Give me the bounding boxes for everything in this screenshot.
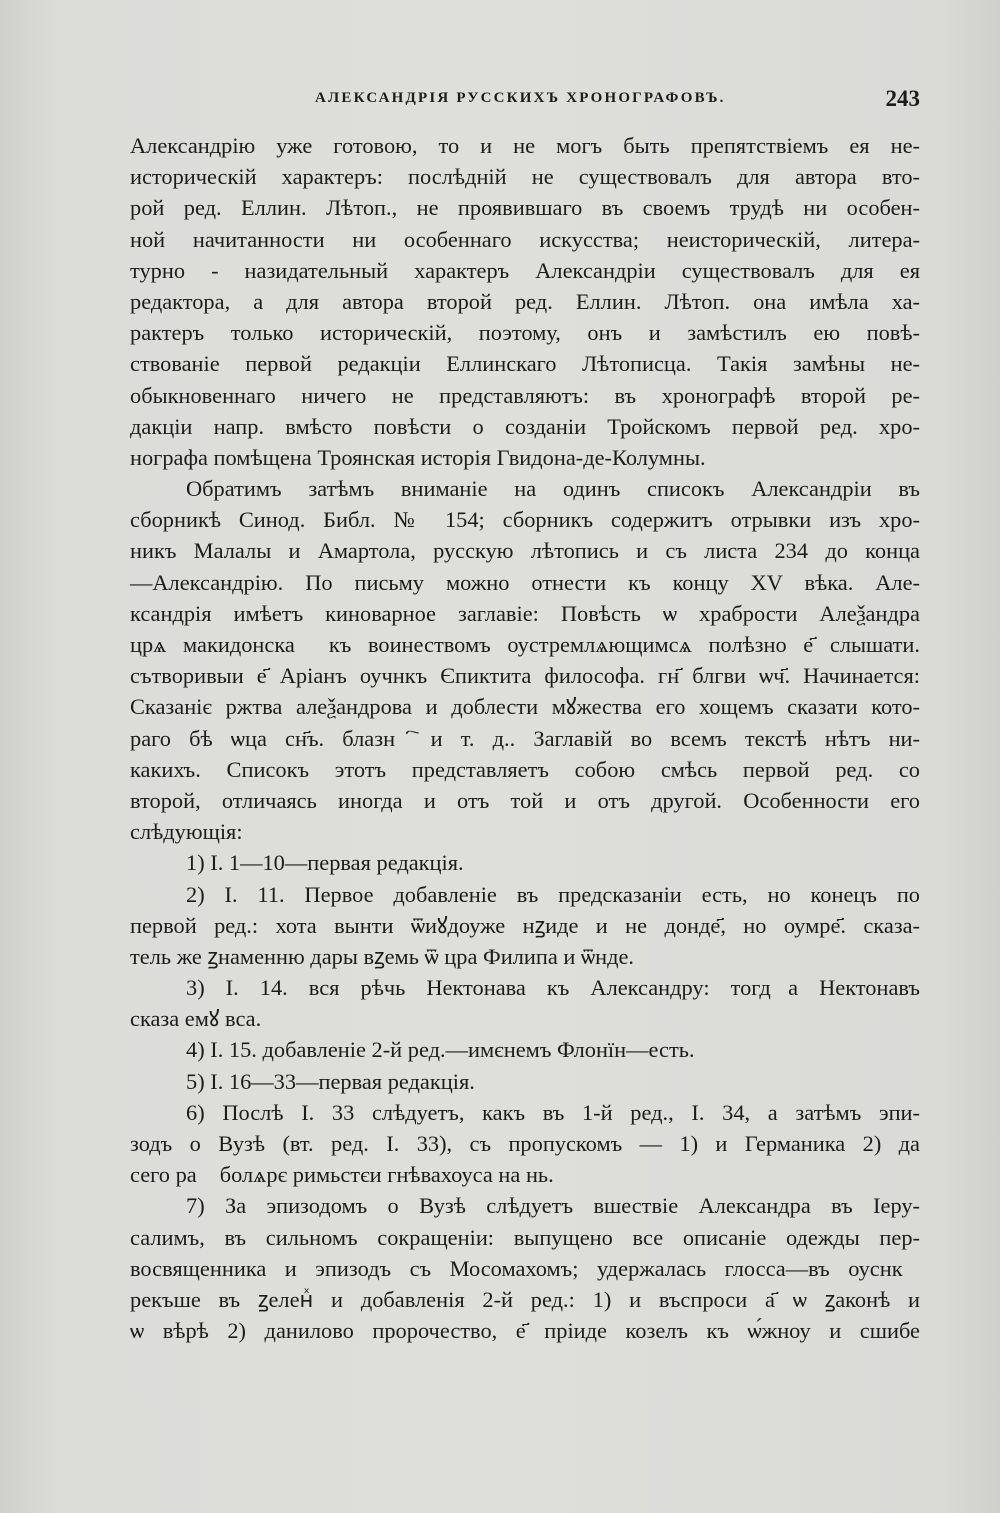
body-text	[130, 130, 920, 1346]
text-line: какихъ. Списокъ этотъ представляетъ собою смѣсь первой ред. со	[130, 756, 920, 782]
text-line: ной начитанности ни особеннаго искусства; неисторическій, литера-	[130, 226, 920, 252]
text-line: нографа помѣщена Троянская исторія Гвидона-де-Колумны.	[130, 444, 706, 470]
text-line: редактора, а для автора второй ред. Еллин. Лѣтоп. она имѣла ха-	[130, 288, 920, 314]
text-line: —Александрію. По письму можно отнести къ концу XV вѣка. Але-	[130, 569, 920, 595]
page-header	[130, 86, 920, 116]
text-line: Александрію уже готовою, то и не могъ быть препятствіемъ ея не-	[130, 133, 920, 158]
text-line: сего раⷣ болѧрє римьстєи гнѣвахоуса на нь.	[130, 1162, 554, 1188]
text-line: Обратимъ затѣмъ вниманіе на одинъ списокъ Александріи въ	[186, 476, 920, 502]
text-line: Сказаніє ржтва алеѯандрова и доблести мꙋжества его хощемъ сказати кото-	[130, 694, 920, 720]
text-line: 1) I. 1—10—первая редакція.	[186, 850, 464, 876]
text-line: ѡ вѣрѣ 2) данилово пророчество, е҃ пріиде козелъ къ ѡ́жноу и сшибе	[130, 1318, 920, 1344]
text-line: црѧ макидонскаⷢ къ воинествомъ оустремлѧющимсѧ полѣзно е҃ слышати.	[130, 632, 920, 657]
text-line: ксандрія имѣетъ киноварное заглавіе: Повѣсть ѡ храбрости Алеѯандра	[130, 600, 920, 626]
text-line: 4) I. 15. добавленіе 2-й ред.—имєнемъ Флонїн—есть.	[186, 1037, 695, 1063]
text-line: ствованіе первой редакціи Еллинскаго Лѣтописца. Такія замѣны не-	[130, 351, 920, 377]
text-line: рой ред. Еллин. Лѣтоп., не проявившаго въ своемъ трудѣ ни особен-	[130, 195, 920, 221]
text-line: второй, отличаясь иногда и отъ той и отъ другой. Особенности его	[130, 787, 920, 813]
text-line: сътворивыи е҃ Аріанъ оучнкъ Єпиктита философа. гн҃ блгви ѡч҃. Начинается:	[130, 663, 920, 689]
text-line: 5) I. 16—33—первая редакція.	[186, 1068, 475, 1094]
text-line: слѣдующія:	[130, 819, 243, 845]
text-line: 2) I. 11. Первое добавленіе въ предсказаніи есть, но конецъ по	[186, 881, 920, 907]
text-line: зодъ о Вузѣ (вт. ред. I. 33), съ пропускомъ — 1) и Германика 2) да	[130, 1131, 920, 1156]
text-line: рактеръ только историческій, поэтому, онъ и замѣстилъ ею повѣ-	[130, 320, 920, 346]
text-line: 6) Послѣ I. 33 слѣдуетъ, какъ въ 1-й ред., I. 34, а затѣмъ эпи-	[186, 1099, 920, 1125]
text-line: сказа емꙋ вса.	[130, 1006, 262, 1032]
text-line: дакціи напр. вмѣсто повѣсти о созданіи Тройскомъ первой ред. хро-	[130, 413, 920, 439]
running-head: АЛЕКСАНДРІЯ РУССКИХЪ ХРОНОГРАФОВЪ.	[315, 90, 726, 106]
text-line: историческій характеръ: послѣдній не существовалъ для автора вто-	[130, 164, 920, 190]
text-line: тель же ꙁнаменню дары вꙁемь ѿ цра Филипа и ѿнде.	[130, 943, 635, 969]
text-line: турно - назидательный характеръ Александріи существовалъ для ея	[130, 257, 920, 283]
text-line: первой ред.: хота вынти ѿиꙋдоуже нꙁиде и не донде҃, но оумре҃. сказа-	[130, 912, 920, 938]
text-line: 7) За эпизодомъ о Вузѣ слѣдуетъ вшествіе Александра въ Іеру-	[186, 1193, 920, 1219]
text-line: 3) I. 14. вся рѣчь Нектонава къ Александру: тогдⷣа Нектонавъ	[186, 975, 920, 1001]
page-number: 243	[885, 86, 920, 111]
text-line: раго бѣ ѡца сн҃ъ. блазнⷩ҇ и т. д.. Заглавій во всемъ текстѣ нѣтъ ни-	[130, 725, 920, 751]
text-line: сборникѣ Синод. Библ. № 154; сборникъ содержитъ отрывки изъ хро-	[130, 507, 920, 533]
text-line: восвященника и эпизодъ съ Мосомахомъ; удержалась глосса—въ оуснкⷯ	[130, 1255, 920, 1281]
text-line: обыкновеннаго ничего не представляютъ: въ хронографѣ второй ре-	[130, 382, 920, 408]
text-line: никъ Малалы и Амартола, русскую лѣтопись и съ листа 234 до конца	[130, 538, 920, 564]
text-line: салимъ, въ сильномъ сокращеніи: выпущено все описаніе одежды пер-	[130, 1224, 920, 1250]
text-line: рекъше въ ꙁеленⷯ и добавленія 2-й ред.: 1) и въспроси а҃ ѡ ꙁаконѣ и	[130, 1286, 920, 1312]
